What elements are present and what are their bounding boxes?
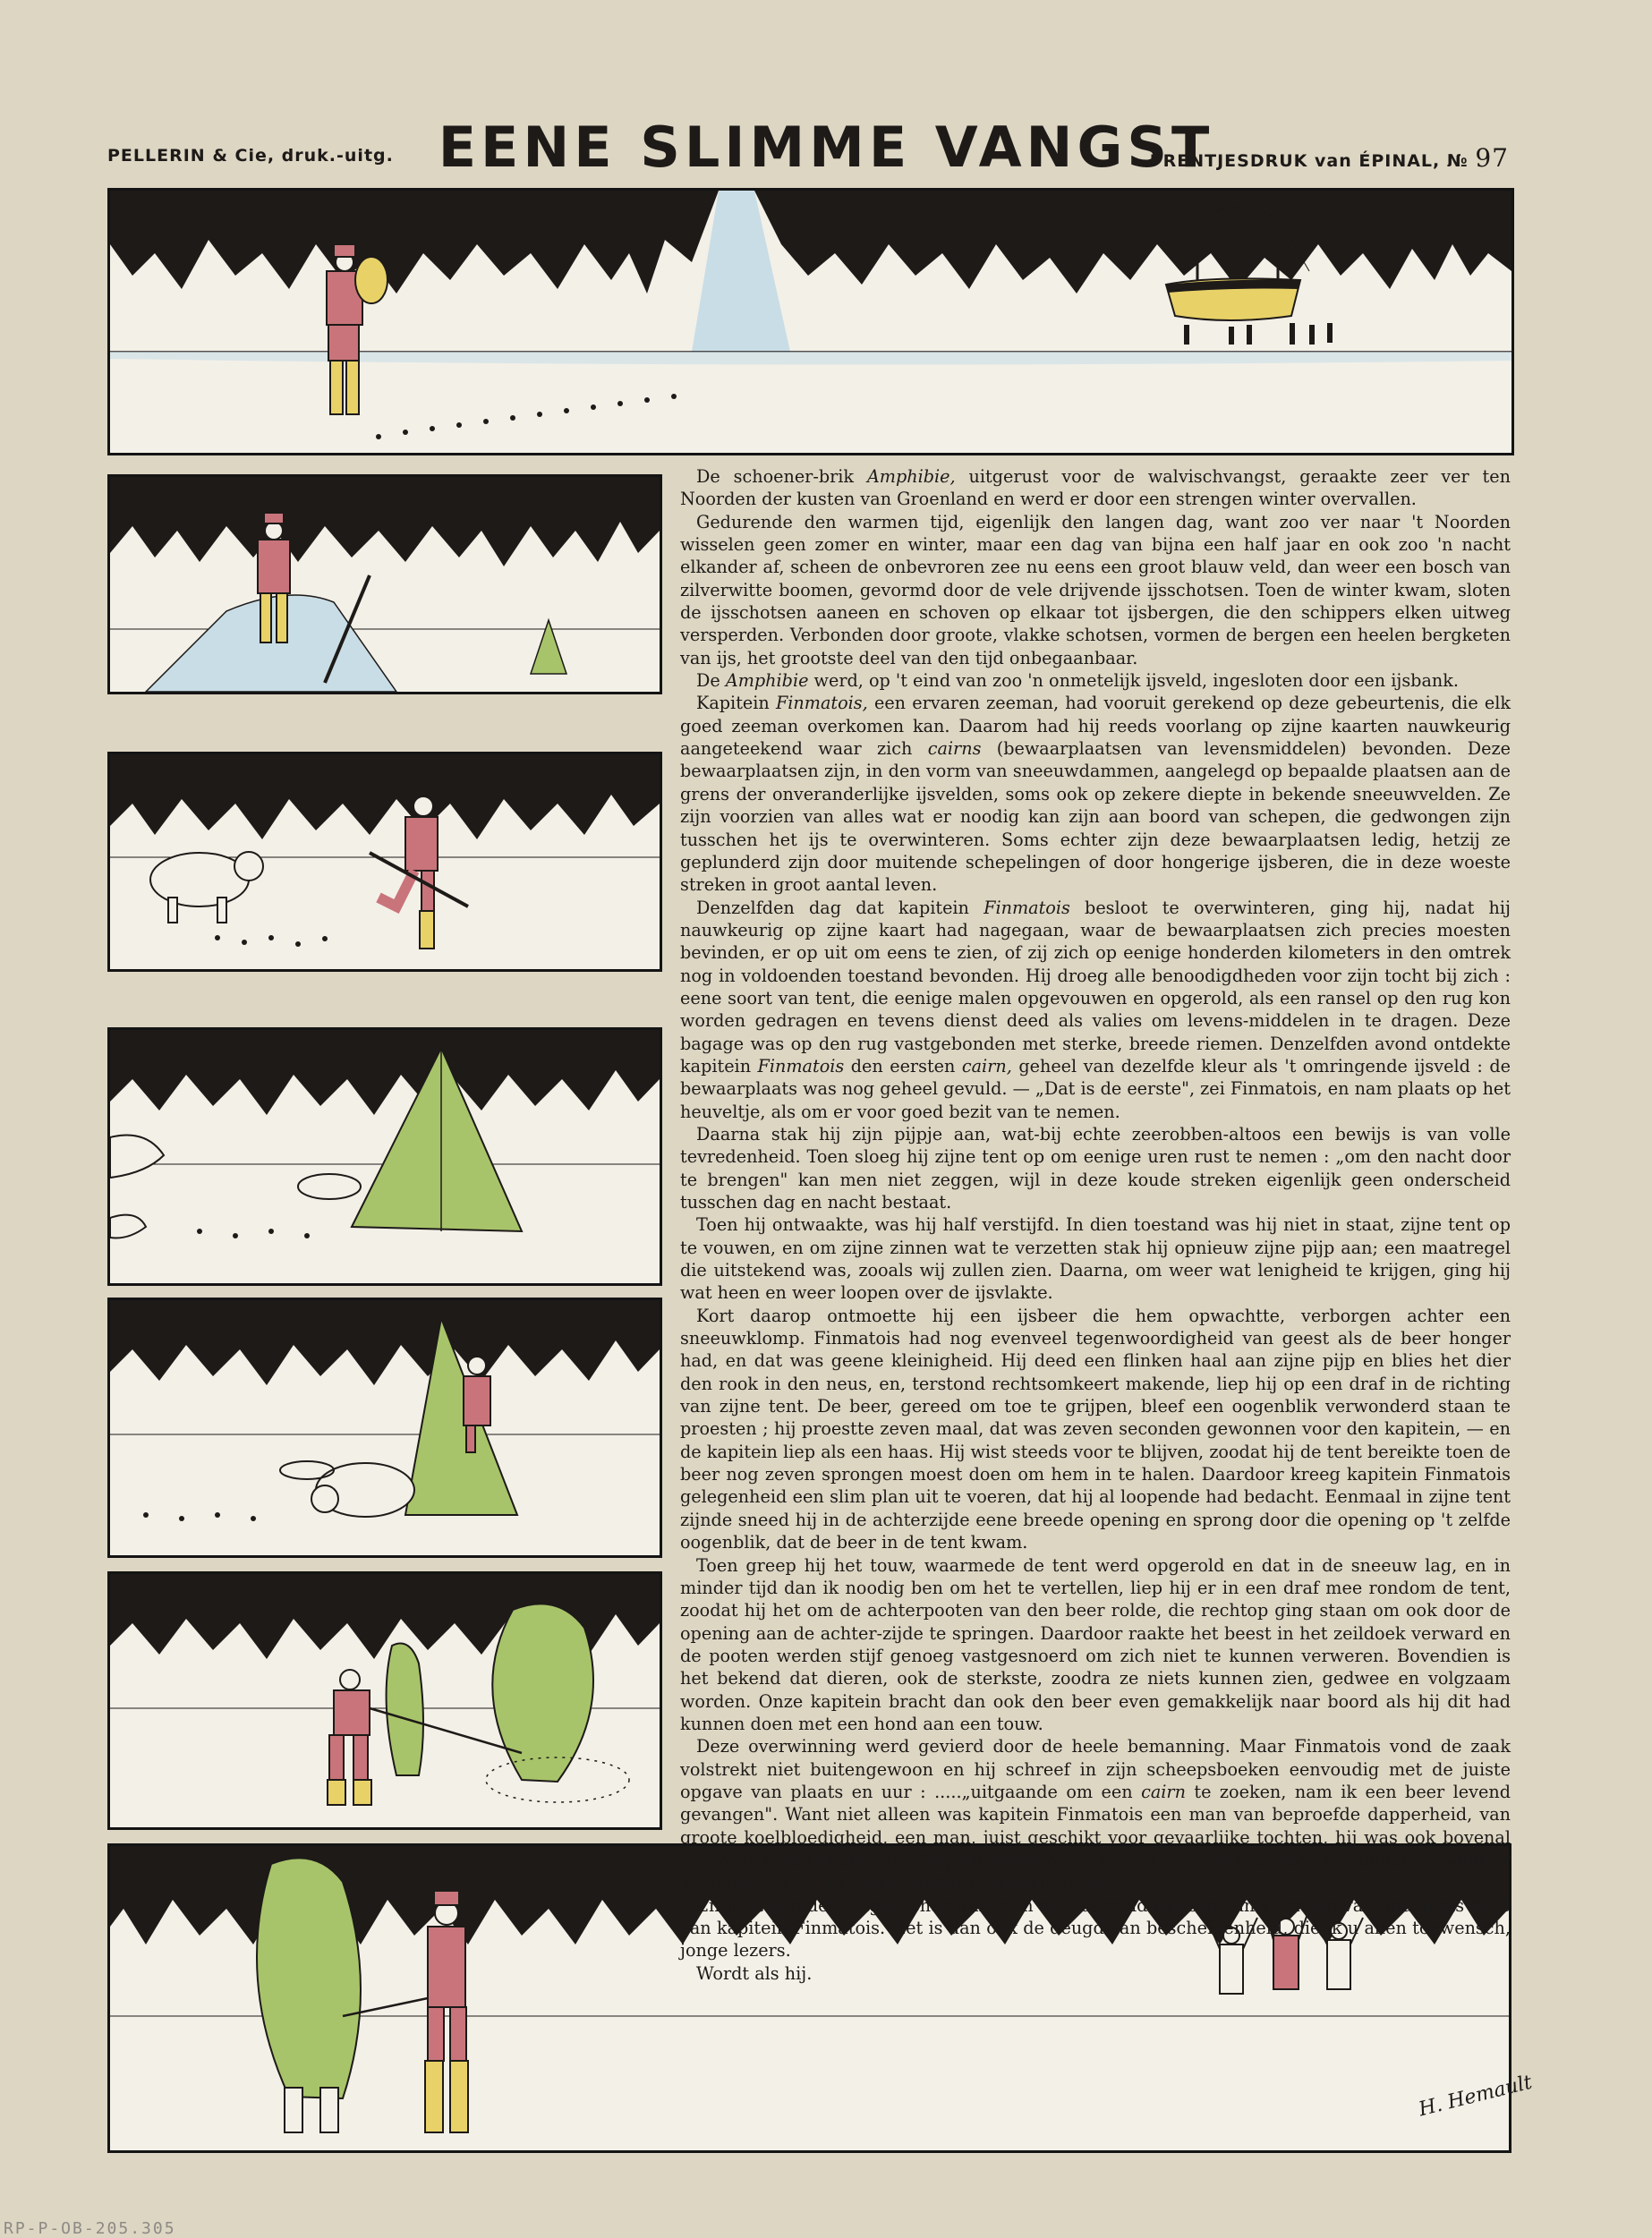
article-paragraph: Gedurende den warmen tijd, eigenlijk den langen dag, want zoo ver naar 't Noorden wisselen geen zomer en winter, maar een dag van bijna een half jaar en ook zoo 'n nacht elkander af, scheen de onbevroren zee nu eens een groot blauw veld, dan weer een bosch van zilverwitte boomen, gevormd door de vele drijvende ijsschotsen. Toen de winter kwam, sloten de ijsschotsen aaneen en schoven op elkaar tot ijsbergen, die den schippers elken uitweg versperden. Verbonden door groote, vlakke schotsen, vormen de bergen een heelen bergketen van ijs, het grootste deel van den tijd onbegaanbaar. — [680, 511, 1511, 668]
header-series — [1150, 143, 1509, 173]
article-paragraph: Deze overwinning werd gevierd door de heele bemanning. Maar Finmatois vond de zaak volstrekt niet buitengewoon en hij schreef in zijn scheepsboeken eenvoudig met de juiste opgave van plaats en uur : .....„uitgaande om een cairn te zoeken, nam ik een beer levend gevangen". Want niet alleen was kapitein Finmatois een man van beproefde dapperheid, van groote koelbloedigheid, een man, juist geschikt voor gevaarlijke tochten, hij was ook bovenal een heel bescheiden man. En juist daarom kunnen wij hem des te meer bewonderen, want er is geene ware verdienste zonder bescheidenheid. — [680, 1736, 1511, 1893]
panel-bear-in-tent — [107, 1298, 662, 1558]
article-paragraph: Toen hij ontwaakte, was hij half verstijfd. In dien toestand was hij niet in staat, zijne tent op te vouwen, en om zijne zinnen wat te verzetten stak hij opnieuw zijne pijp aan; een maatregel die uitstekend was, zooals wij zullen zien. Daarna, om weer wat lenigheid te krijgen, ging hij wat heen en weer loopen over de ijsvlakte. — [680, 1214, 1511, 1304]
article-paragraph: De Amphibie werd, op 't eind van zoo 'n onmetelijk ijsveld, ingesloten door een ijsbank. — [696, 670, 1459, 692]
article-paragraph: Daarna stak hij zijn pijpje aan, wat-bij echte zeerobben-altoos een bewijs is van volle tevredenheid. Toen sloeg hij zijne tent op om eenige uren rust te nemen : „om den nacht door te brengen" kan men niet zeggen, wijl in deze koude streken eigenlijk geen onderscheid tusschen dag en nacht bestaat. — [680, 1123, 1511, 1213]
page-title: EENE SLIMME VANGST — [438, 115, 1214, 180]
series-number: 97 — [1475, 143, 1509, 173]
panel-bear-captured — [107, 1571, 662, 1830]
article-paragraph: De schoener-brik Amphibie, uitgerust voor de walvischvangst, geraakte zeer ver ten Noorden der kusten van Groenland en werd er door een strengen winter overvallen. — [680, 466, 1511, 510]
article-paragraph: Toen greep hij het touw, waarmede de tent werd opgerold en dat in de sneeuw lag, en in minder tijd dan ik noodig ben om het te vertellen, liep hij er in een draf mee rondom de tent, zoodat hij het om de achterpooten van den beer rolde, die rechtop ging staan om ook door de opening aan de achter-zijde te springen. Daardoor raakte het beest in het zeildoek verward en de pooten werden stijf genoeg vastgesnoerd om zich niet te kunnen verweren. Bovendien is het bekend dat dieren, ook de sterkste, zoodra ze niets kunnen zien, gedwee en volgzaam worden. Onze kapitein bracht dan ook den beer even gemakkelijk naar boord als hij dit had kunnen doen met een hond aan een touw. — [680, 1554, 1511, 1734]
article-paragraph: Kort daarop ontmoette hij een ijsbeer die hem opwachtte, verborgen achter een sneeuwklomp. Finmatois had nog evenveel tegenwoordigheid van geest als de beer honger had, en dat was geene kleinigheid. Hij deed een flinken haal aan zijne pijp en blies het dier den rook in den neus, en, terstond rechtsomkeert makende, liep hij op een draf in de richting van zijne tent. De beer, gereed om toe te grijpen, bleef een oogenblik verwonderd staan te proesten ; hij proestte zeven maal, dat was zeven seconden gewonnen voor den kapitein, — en de kapitein liep als een haas. Hij wist steeds voor te blijven, zoodat hij de tent bereikte toen de beer nog zeven sprongen moest doen om hem in te halen. Daardoor kreeg kapitein Finmatois gelegenheid een slim plan uit te voeren, dat hij al loopende had bedacht. Eenmaal in zijne tent zijnde sneed hij in de achterzijde eene breede opening en sprong door die opening op 't zelfde oogenblik, dat de beer in de tent kwam. — [680, 1305, 1511, 1553]
panel-tent-pitched — [107, 1027, 662, 1286]
catalog-number: RP-P-OB-205.305 — [4, 2219, 176, 2238]
article-paragraph: Denzelfden dag dat kapitein Finmatois besloot te overwinteren, ging hij, nadat hij nauwkeurig op zijne kaart had nagegaan, waar de bewaarplaatsen zich precies moesten bevinden, er op uit om eens te zien, of zij zich op eenige honderden kilometers in den omtrek nog in voldoenden toestand bevonden. Hij droeg alle benoodigdheden voor zijn tocht bij zich : eene soort van tent, die eenige malen opgevouwen en opgerold, als een ransel op den rug kon worden gedragen en tevens dienst deed als valies om levens-middelen in te dragen. Deze bagage was op den rug vastgebonden met sterke, breede riemen. Denzelfden avond ontdekte kapitein Finmatois den eersten cairn, geheel van dezelfde kleur als 't omringende ijsveld : de bewaarplaats was nog geheel gevuld. — „Dat is de eerste", zei Finmatois, en nam plaats op het heuveltje, als om er voor goed bezit van te nemen. — [680, 897, 1511, 1122]
article-paragraph: En juist aan deze eigenschap kan men de waarheid toetsen van verhalen van daden als deze van kapitein Finmatois. Het is dan ook de deugd van bescheidenheid, die ik u allen toewensch, jonge lezers. — [680, 1894, 1511, 1961]
header-publisher: PELLERIN & Cie, druk.-uitg. — [107, 146, 394, 166]
article-paragraph: Wordt als hij. — [696, 1962, 813, 1984]
panel-cairn-found — [107, 474, 662, 694]
artist-signature: H. Hemault — [1416, 2071, 1535, 2122]
article-paragraph: Kapitein Finmatois, een ervaren zeeman, had vooruit gerekend op deze gebeurtenis, die elk goed zeeman overkomen kan. Daarom had hij reeds voorlang op zijne kaarten nauwkeurig aangeteekend waar zich cairns (bewaarplaatsen van levensmiddelen) bevonden. Deze bewaarplaatsen zijn, in den vorm van sneeuwdammen, aangelegd op bepaalde plaatsen aan de grens der onveranderlijke ijsvelden, soms ook op zekere diepte in bekende sneeuwvelden. Ze zijn voorzien van alles wat er noodig kan zijn aan boord van schepen, die gedwongen zijn tusschen het ijs te overwinteren. Soms echter zijn deze bewaarplaatsen ledig, hetzij ze geplunderd zijn door muitende schepelingen of door hongerige ijsberen, die in deze woeste streken in groot aantal leven. — [680, 693, 1511, 896]
panel-bear-chase — [107, 752, 662, 972]
panel-ship-departure — [107, 188, 1514, 455]
series-label: PRENTJESDRUK van ÉPINAL, № — [1149, 151, 1469, 171]
article-text — [680, 465, 1511, 1985]
